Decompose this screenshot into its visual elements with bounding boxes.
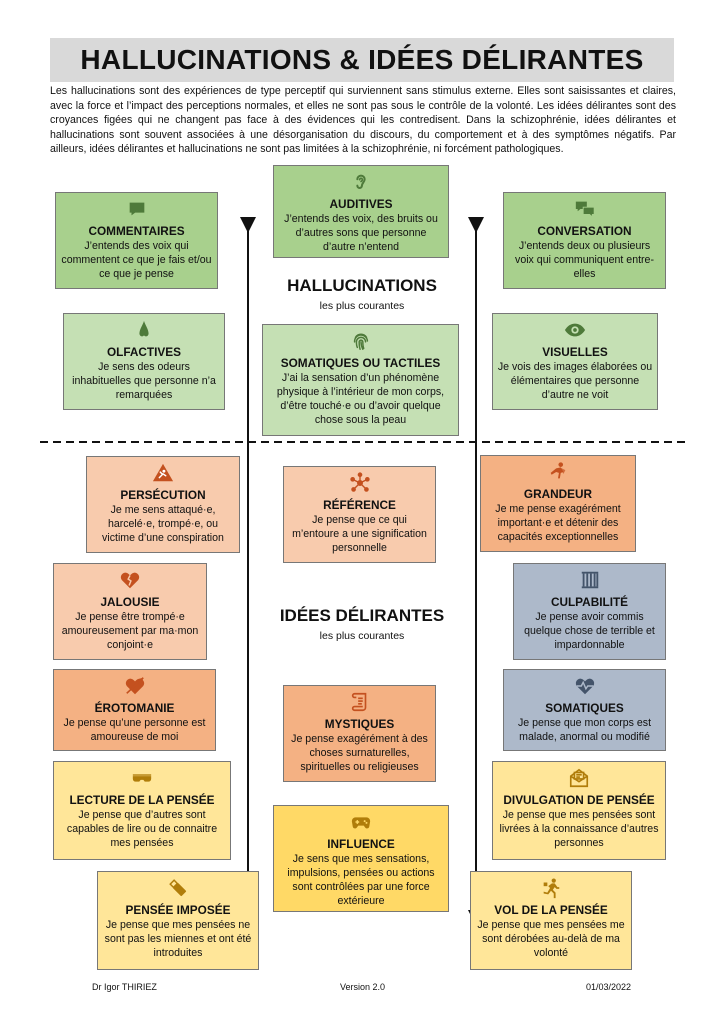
network-icon bbox=[349, 471, 371, 495]
card-title: COMMENTAIRES bbox=[88, 224, 185, 238]
card-desc: J’entends des voix, des bruits ou d’autres sons que personne d’autre n’entend bbox=[284, 213, 438, 253]
hallucinations-heading bbox=[274, 276, 450, 312]
card-title: RÉFÉRENCE bbox=[323, 498, 396, 512]
card-title: VOL DE LA PENSÉE bbox=[494, 903, 608, 917]
usb-drive-icon bbox=[167, 876, 189, 900]
speech-bubble-icon bbox=[126, 197, 148, 221]
card-desc: Je pense que mes pensées ne sont pas les miennes et ont été introduites bbox=[104, 919, 252, 959]
chat-bubbles-icon bbox=[574, 197, 596, 221]
card-title: CONVERSATION bbox=[537, 224, 632, 238]
card-desc: Je pense exagérément à des choses surnaturelles, spirituelles ou religieuses bbox=[291, 733, 428, 773]
card-desc: Je pense que d’autres sont capables de lire ou de connaitre mes pensées bbox=[66, 809, 218, 849]
fingerprint-icon bbox=[350, 329, 372, 353]
page-title: HALLUCINATIONS & IDÉES DÉLIRANTES bbox=[80, 44, 644, 75]
card-desc: Je pense que mon corps est malade, anormal ou modifié bbox=[517, 717, 652, 743]
card-title: ÉROTOMANIE bbox=[94, 701, 175, 715]
card-desc: Je sens que mes sensations, impulsions, pensées ou actions sont contrôlées par une force extérieure bbox=[287, 853, 435, 907]
ear-icon bbox=[350, 170, 372, 194]
card-erotomanie bbox=[53, 669, 216, 751]
card-desc: Je pense que mes pensées me sont dérobées au-delà de ma volonté bbox=[477, 919, 625, 959]
nose-icon bbox=[133, 318, 155, 342]
footer-date: 01/03/2022 bbox=[586, 982, 632, 992]
delires-title: IDÉES DÉLIRANTES bbox=[279, 606, 445, 625]
footer-author: Dr Igor THIRIEZ bbox=[92, 982, 157, 992]
superhero-icon bbox=[547, 460, 569, 484]
card-visuelles bbox=[492, 313, 658, 410]
warning-falling-icon bbox=[152, 461, 174, 485]
hallucinations-title: HALLUCINATIONS bbox=[287, 276, 437, 295]
card-desc: Je vois des images élaborées ou élémentaires que personne d’autre ne voit bbox=[497, 361, 653, 401]
card-imposee bbox=[97, 871, 259, 970]
card-mystiques bbox=[283, 685, 436, 782]
card-desc: Je pense avoir commis quelque chose de terrible et impardonnable bbox=[524, 611, 655, 651]
card-olfactives bbox=[63, 313, 225, 410]
card-desc: Je me pense exagérément important·e et détenir des capacités exceptionnelles bbox=[495, 503, 621, 543]
title-bar bbox=[50, 38, 674, 82]
delires-heading bbox=[262, 606, 462, 642]
card-title: DIVULGATION DE PENSÉE bbox=[503, 793, 655, 807]
gamepad-icon bbox=[350, 810, 372, 834]
card-commentaires bbox=[55, 192, 218, 289]
card-desc: J’entends des voix qui commentent ce que je fais et/ou ce que je pense bbox=[61, 240, 212, 280]
card-title: PENSÉE IMPOSÉE bbox=[125, 903, 231, 917]
running-thief-icon bbox=[540, 876, 562, 900]
card-title: SOMATIQUES bbox=[545, 701, 624, 715]
card-vol bbox=[470, 871, 632, 970]
card-desc: Je pense que mes pensées sont livrées à la connaissance d’autres personnes bbox=[499, 809, 659, 849]
card-culpabilite bbox=[513, 563, 666, 660]
open-envelope-icon bbox=[568, 766, 590, 790]
card-title: OLFACTIVES bbox=[106, 345, 182, 359]
card-influence bbox=[273, 805, 449, 912]
card-title: GRANDEUR bbox=[523, 487, 593, 501]
card-jalousie bbox=[53, 563, 207, 660]
card-auditives bbox=[273, 165, 449, 258]
card-somatiques-tactiles bbox=[262, 324, 459, 436]
card-desc: J’ai la sensation d’un phénomène physique à l’intérieur de mon corps, d’être touché·e ou d’avoir quelque chose sous la peau bbox=[276, 372, 445, 426]
heart-arrow-icon bbox=[124, 674, 146, 698]
visor-glasses-icon bbox=[131, 766, 153, 790]
card-divulgation bbox=[492, 761, 666, 860]
footer-version: Version 2.0 bbox=[340, 982, 386, 992]
card-desc: Je pense qu’une personne est amoureuse de moi bbox=[63, 717, 206, 743]
card-title: PERSÉCUTION bbox=[120, 488, 206, 502]
card-conversation bbox=[503, 192, 666, 289]
delires-subtitle: les plus courantes bbox=[319, 630, 405, 642]
card-title: LECTURE DE LA PENSÉE bbox=[69, 793, 215, 807]
card-grandeur bbox=[480, 455, 636, 552]
card-desc: J’entends deux ou plusieurs voix qui communiquent entre-elles bbox=[515, 240, 654, 280]
eye-icon bbox=[564, 318, 586, 342]
prison-bars-icon bbox=[579, 568, 601, 592]
broken-heart-icon bbox=[119, 568, 141, 592]
card-persecution bbox=[86, 456, 240, 553]
card-title: JALOUSIE bbox=[100, 595, 160, 609]
card-title: INFLUENCE bbox=[327, 837, 395, 851]
card-reference bbox=[283, 466, 436, 563]
card-desc: Je pense que ce qui m’entoure a une signification personnelle bbox=[292, 514, 427, 554]
hallucinations-subtitle: les plus courantes bbox=[319, 300, 405, 312]
card-lecture bbox=[53, 761, 231, 860]
card-title: VISUELLES bbox=[542, 345, 608, 359]
card-desc: Je pense être trompé·e amoureusement par ma·mon conjoint·e bbox=[61, 611, 199, 651]
card-title: CULPABILITÉ bbox=[550, 595, 629, 609]
scroll-icon bbox=[349, 690, 371, 714]
intro-paragraph: Les hallucinations sont des expériences de type perceptif qui surviennent sans stimulus externe. Elles sont saisissantes et claires, avec la force et l’impact des perceptions normales, et elles ne sont pas sous le contrôle de la volonté. Les idées délirantes sont des croyances figées qui ne changent pas face à des évidences qui les contredisent. Dans la schizophrénie, idées délirantes et hallucinations sont souvent associées à une désorganisation du discours, du comportement et à des symptômes négatifs. Par ailleurs, idées délirantes et hallucinations ne sont pas limitées à la schizophrénie, ni forcément pathologiques. bbox=[50, 85, 676, 156]
card-title: AUDITIVES bbox=[329, 197, 393, 211]
card-desc: Je me sens attaqué·e, harcelé·e, trompé·e, ou victime d’une conspiration bbox=[102, 504, 224, 544]
card-somatiques bbox=[503, 669, 666, 751]
heartbeat-icon bbox=[574, 674, 596, 698]
card-title: SOMATIQUES OU TACTILES bbox=[280, 356, 441, 370]
card-desc: Je sens des odeurs inhabituelles que personne n’a remarquées bbox=[72, 361, 216, 401]
card-title: MYSTIQUES bbox=[324, 717, 395, 731]
